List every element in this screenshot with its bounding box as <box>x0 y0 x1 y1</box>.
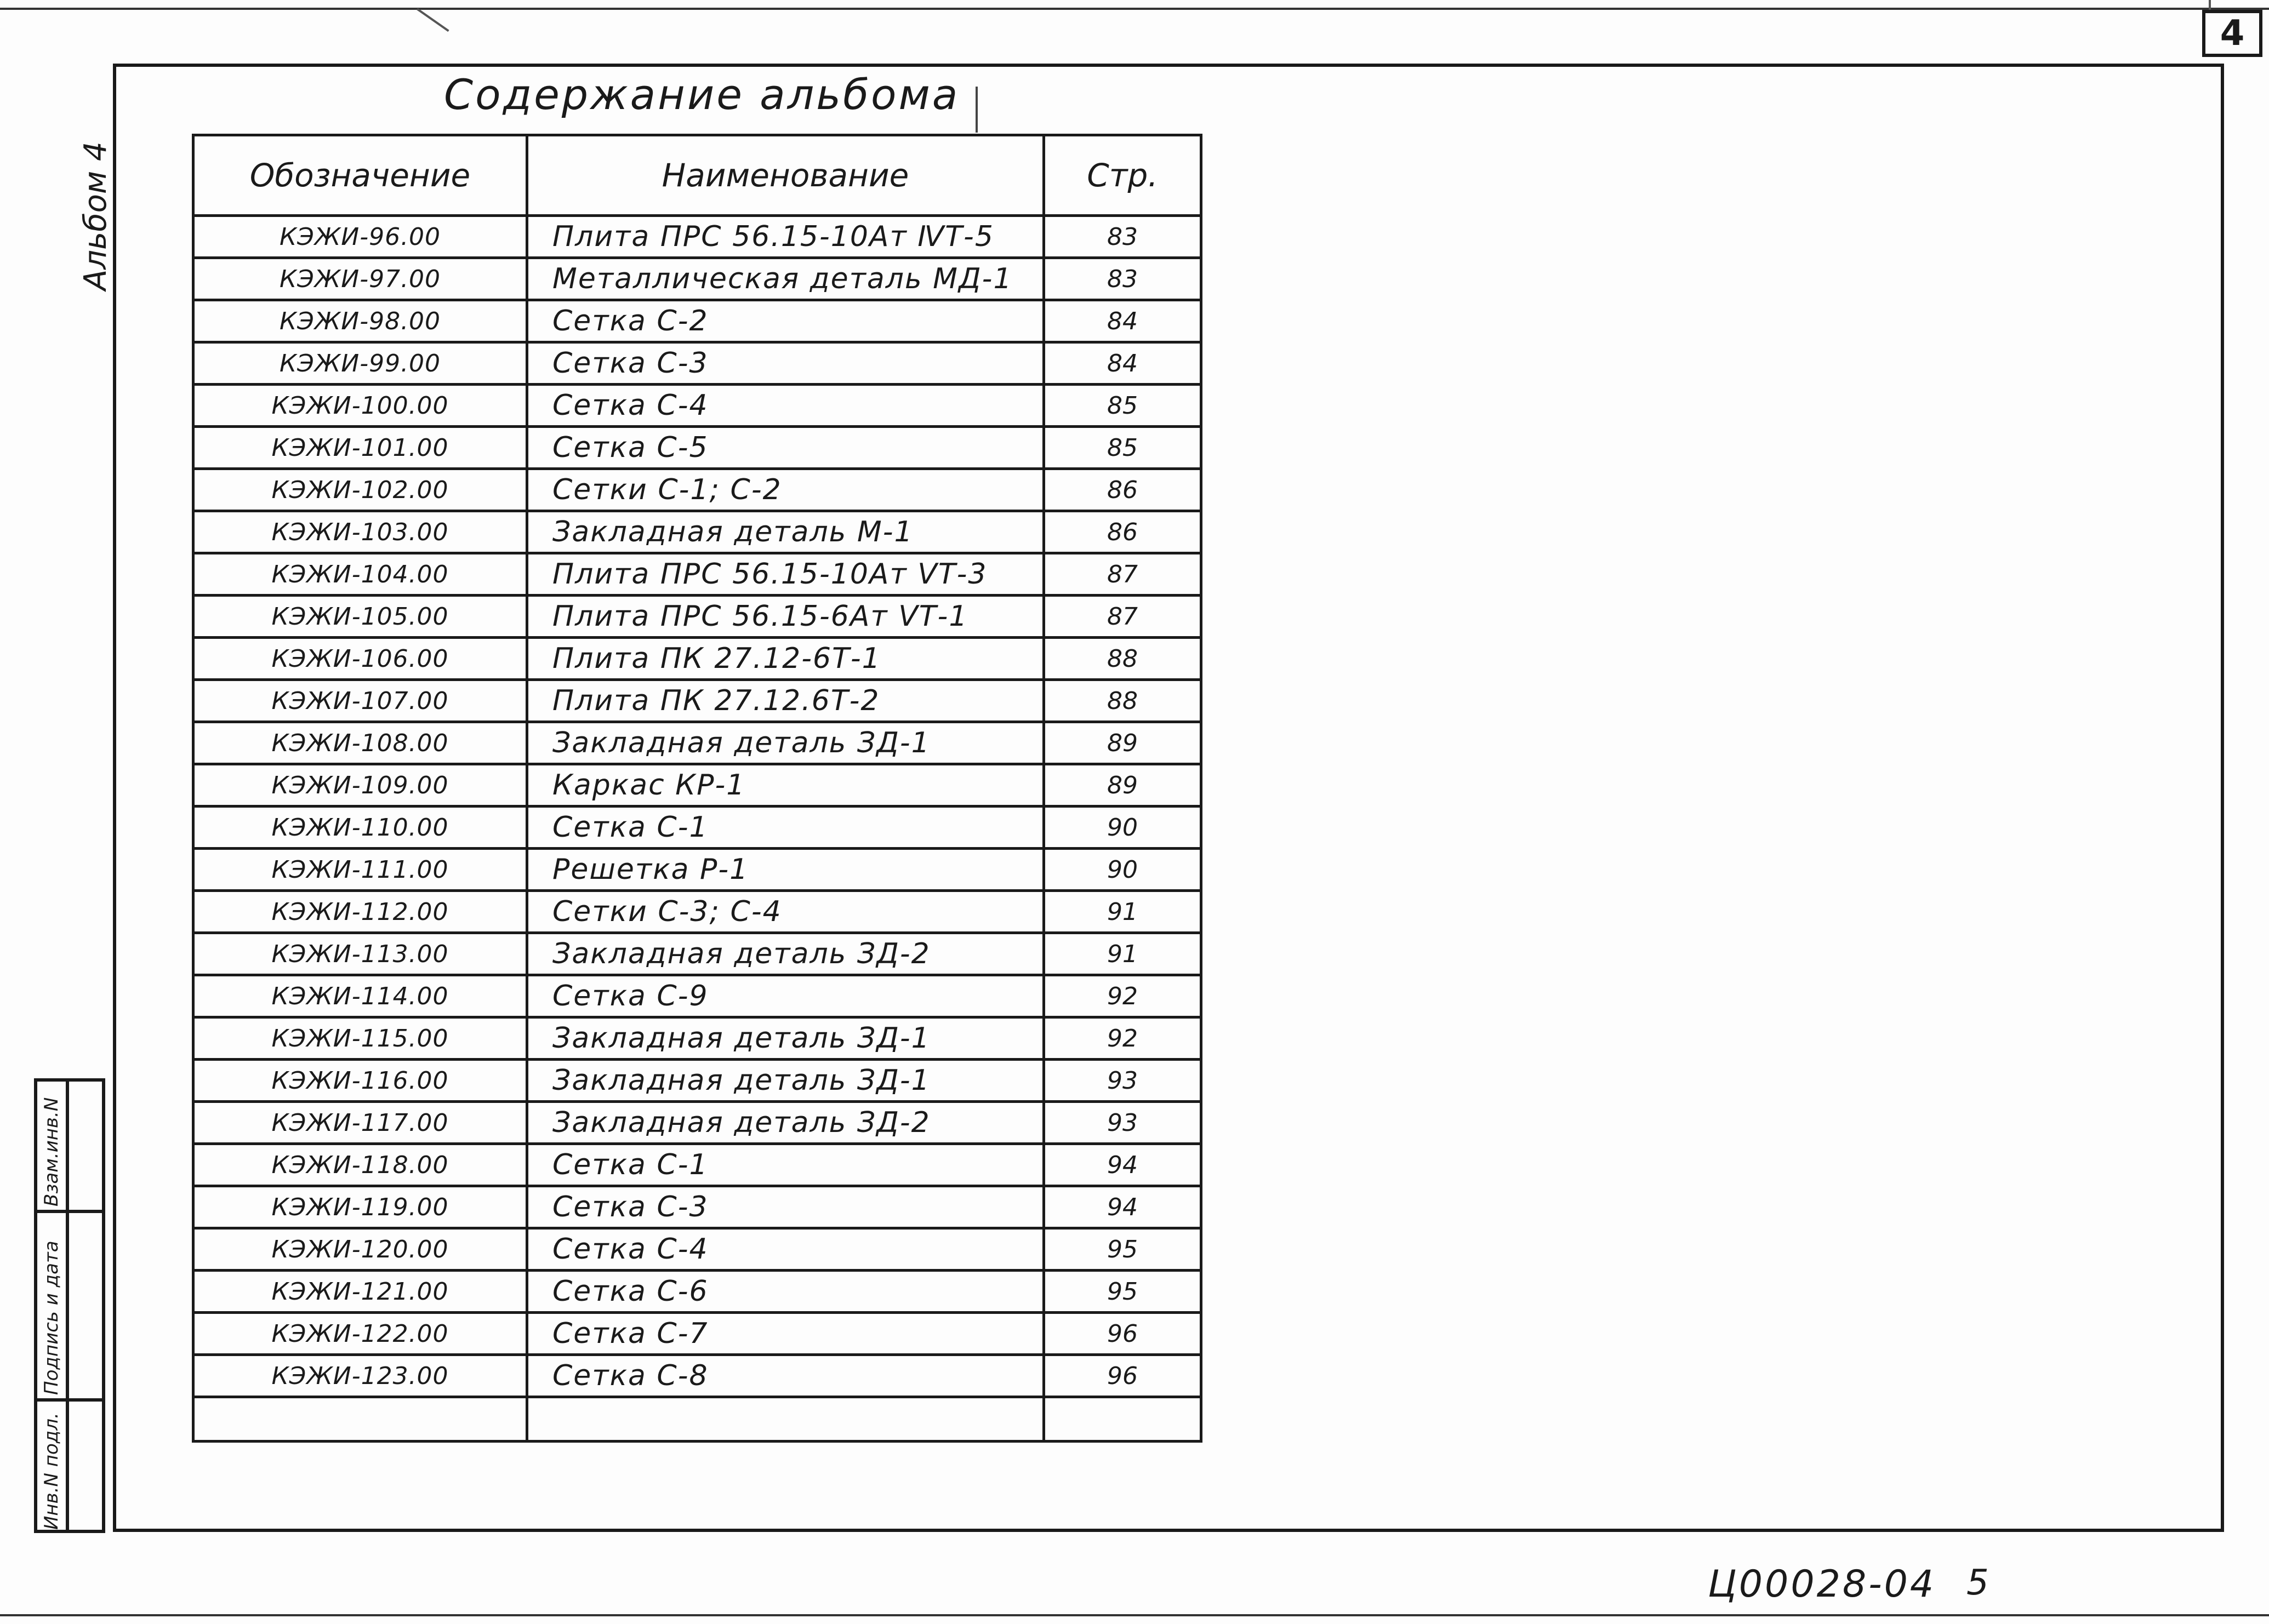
row-name: Сетка С-7 <box>527 1313 1044 1355</box>
album-label: Альбом 4 <box>78 141 113 290</box>
row-name: Плита ПК 27.12-6Т-1 <box>527 638 1044 680</box>
table-row <box>193 807 1201 849</box>
table-row <box>193 1060 1201 1102</box>
stamp-sign-date: Подпись и дата <box>41 1240 62 1395</box>
row-page: 92 <box>1044 975 1201 1017</box>
row-code: КЭЖИ-98.00 <box>193 300 527 342</box>
row-code: КЭЖИ-97.00 <box>193 258 527 300</box>
table-row <box>193 1228 1201 1271</box>
table-row <box>193 216 1201 258</box>
row-page: 96 <box>1044 1313 1201 1355</box>
header-code: Обозначение <box>193 135 527 216</box>
table-row <box>193 680 1201 722</box>
table-row <box>193 764 1201 807</box>
table-row <box>193 342 1201 385</box>
row-name: Металлическая деталь МД-1 <box>527 258 1044 300</box>
table-row <box>193 596 1201 638</box>
title-mark <box>976 87 978 133</box>
row-page: 89 <box>1044 722 1201 764</box>
row-page: 87 <box>1044 553 1201 596</box>
row-code: КЭЖИ-113.00 <box>193 933 527 975</box>
stamp-divider <box>37 1210 66 1213</box>
row-code: КЭЖИ-109.00 <box>193 764 527 807</box>
row-name: Сетка С-3 <box>527 1186 1044 1228</box>
table-row <box>193 427 1201 469</box>
row-name: Плита ПРС 56.15-10Ат ⅣТ-5 <box>527 216 1044 258</box>
row-page: 92 <box>1044 1017 1201 1060</box>
row-page: 88 <box>1044 638 1201 680</box>
row-name: Сетки С-3; С-4 <box>527 891 1044 933</box>
row-name: Сетка С-8 <box>527 1355 1044 1397</box>
row-name: Сетка С-4 <box>527 385 1044 427</box>
row-page: 93 <box>1044 1102 1201 1144</box>
table-row <box>193 1144 1201 1186</box>
row-page: 90 <box>1044 849 1201 891</box>
row-code: КЭЖИ-120.00 <box>193 1228 527 1271</box>
row-name: Сетка С-3 <box>527 342 1044 385</box>
table-row <box>193 933 1201 975</box>
row-page: 89 <box>1044 764 1201 807</box>
row-name: Плита ПК 27.12.6Т-2 <box>527 680 1044 722</box>
row-page: 95 <box>1044 1271 1201 1313</box>
row-name: Сетка С-2 <box>527 300 1044 342</box>
stamp-inv-repl: Взам.инв.N <box>41 1097 62 1206</box>
table-row <box>193 638 1201 680</box>
row-code: КЭЖИ-111.00 <box>193 849 527 891</box>
row-page: 94 <box>1044 1144 1201 1186</box>
row-code: КЭЖИ-103.00 <box>193 511 527 553</box>
page-number: 5 <box>1966 1563 1989 1603</box>
row-name: Сетки С-1; С-2 <box>527 469 1044 511</box>
row-code: КЭЖИ-118.00 <box>193 1144 527 1186</box>
table-row <box>193 469 1201 511</box>
row-page: 90 <box>1044 807 1201 849</box>
row-page: 83 <box>1044 216 1201 258</box>
table-row <box>193 300 1201 342</box>
row-name: Сетка С-1 <box>527 807 1044 849</box>
row-name: Закладная деталь М-1 <box>527 511 1044 553</box>
approval-stamp <box>34 1078 105 1533</box>
page-edge-bottom <box>0 1614 2269 1616</box>
empty-cell <box>527 1397 1044 1442</box>
row-code: КЭЖИ-105.00 <box>193 596 527 638</box>
row-name: Закладная деталь ЗД-1 <box>527 722 1044 764</box>
row-page: 87 <box>1044 596 1201 638</box>
row-code: КЭЖИ-116.00 <box>193 1060 527 1102</box>
row-page: 96 <box>1044 1355 1201 1397</box>
stamp-divider <box>69 1210 102 1213</box>
table-row <box>193 722 1201 764</box>
row-page: 85 <box>1044 427 1201 469</box>
row-code: КЭЖИ-101.00 <box>193 427 527 469</box>
table-row-empty <box>193 1397 1201 1442</box>
row-code: КЭЖИ-114.00 <box>193 975 527 1017</box>
row-page: 85 <box>1044 385 1201 427</box>
header-page: Стр. <box>1044 135 1201 216</box>
scan-mark <box>417 8 449 32</box>
row-code: КЭЖИ-123.00 <box>193 1355 527 1397</box>
stamp-blank-column <box>69 1082 102 1530</box>
stamp-divider <box>69 1398 102 1402</box>
row-name: Сетка С-4 <box>527 1228 1044 1271</box>
row-name: Сетка С-6 <box>527 1271 1044 1313</box>
table-row <box>193 1271 1201 1313</box>
row-page: 91 <box>1044 933 1201 975</box>
row-code: КЭЖИ-122.00 <box>193 1313 527 1355</box>
row-name: Закладная деталь ЗД-2 <box>527 1102 1044 1144</box>
row-code: КЭЖИ-102.00 <box>193 469 527 511</box>
row-code: КЭЖИ-107.00 <box>193 680 527 722</box>
row-page: 84 <box>1044 342 1201 385</box>
row-page: 93 <box>1044 1060 1201 1102</box>
row-name: Закладная деталь ЗД-1 <box>527 1017 1044 1060</box>
row-name: Решетка Р-1 <box>527 849 1044 891</box>
table-row <box>193 1355 1201 1397</box>
row-code: КЭЖИ-112.00 <box>193 891 527 933</box>
table-row <box>193 849 1201 891</box>
row-page: 84 <box>1044 300 1201 342</box>
row-code: КЭЖИ-117.00 <box>193 1102 527 1144</box>
table-row <box>193 1186 1201 1228</box>
row-code: КЭЖИ-106.00 <box>193 638 527 680</box>
row-code: КЭЖИ-110.00 <box>193 807 527 849</box>
stamp-text-column <box>37 1082 69 1530</box>
table-body <box>193 216 1201 1442</box>
row-page: 91 <box>1044 891 1201 933</box>
row-name: Сетка С-9 <box>527 975 1044 1017</box>
document-title: Содержание альбома <box>444 70 960 119</box>
row-name: Плита ПРС 56.15-10Ат ⅤТ-3 <box>527 553 1044 596</box>
table-row <box>193 511 1201 553</box>
stamp-inv-orig: Инв.N подл. <box>41 1413 62 1530</box>
table-row <box>193 891 1201 933</box>
row-code: КЭЖИ-100.00 <box>193 385 527 427</box>
contents-table <box>192 134 1202 1443</box>
row-code: КЭЖИ-119.00 <box>193 1186 527 1228</box>
page-edge-top <box>0 8 2269 10</box>
document-code: Ц00028-04 <box>1708 1563 1936 1606</box>
row-name: Закладная деталь ЗД-2 <box>527 933 1044 975</box>
table-row <box>193 1313 1201 1355</box>
sheet-number: 4 <box>2220 13 2245 54</box>
table-row <box>193 258 1201 300</box>
row-name: Сетка С-1 <box>527 1144 1044 1186</box>
row-code: КЭЖИ-121.00 <box>193 1271 527 1313</box>
row-page: 83 <box>1044 258 1201 300</box>
row-name: Сетка С-5 <box>527 427 1044 469</box>
row-code: КЭЖИ-96.00 <box>193 216 527 258</box>
row-code: КЭЖИ-108.00 <box>193 722 527 764</box>
table-row <box>193 385 1201 427</box>
empty-cell <box>193 1397 527 1442</box>
row-page: 86 <box>1044 469 1201 511</box>
row-name: Каркас КР-1 <box>527 764 1044 807</box>
row-code: КЭЖИ-115.00 <box>193 1017 527 1060</box>
row-code: КЭЖИ-99.00 <box>193 342 527 385</box>
row-name: Закладная деталь ЗД-1 <box>527 1060 1044 1102</box>
empty-cell <box>1044 1397 1201 1442</box>
table-header-row <box>193 135 1201 216</box>
row-page: 86 <box>1044 511 1201 553</box>
row-code: КЭЖИ-104.00 <box>193 553 527 596</box>
row-page: 94 <box>1044 1186 1201 1228</box>
header-name: Наименование <box>527 135 1044 216</box>
table-row <box>193 975 1201 1017</box>
row-page: 88 <box>1044 680 1201 722</box>
row-name: Плита ПРС 56.15-6Ат ⅤТ-1 <box>527 596 1044 638</box>
sheet-number-box <box>2202 10 2262 57</box>
stamp-divider <box>37 1398 66 1402</box>
table-row <box>193 1102 1201 1144</box>
table-row <box>193 553 1201 596</box>
table-row <box>193 1017 1201 1060</box>
row-page: 95 <box>1044 1228 1201 1271</box>
